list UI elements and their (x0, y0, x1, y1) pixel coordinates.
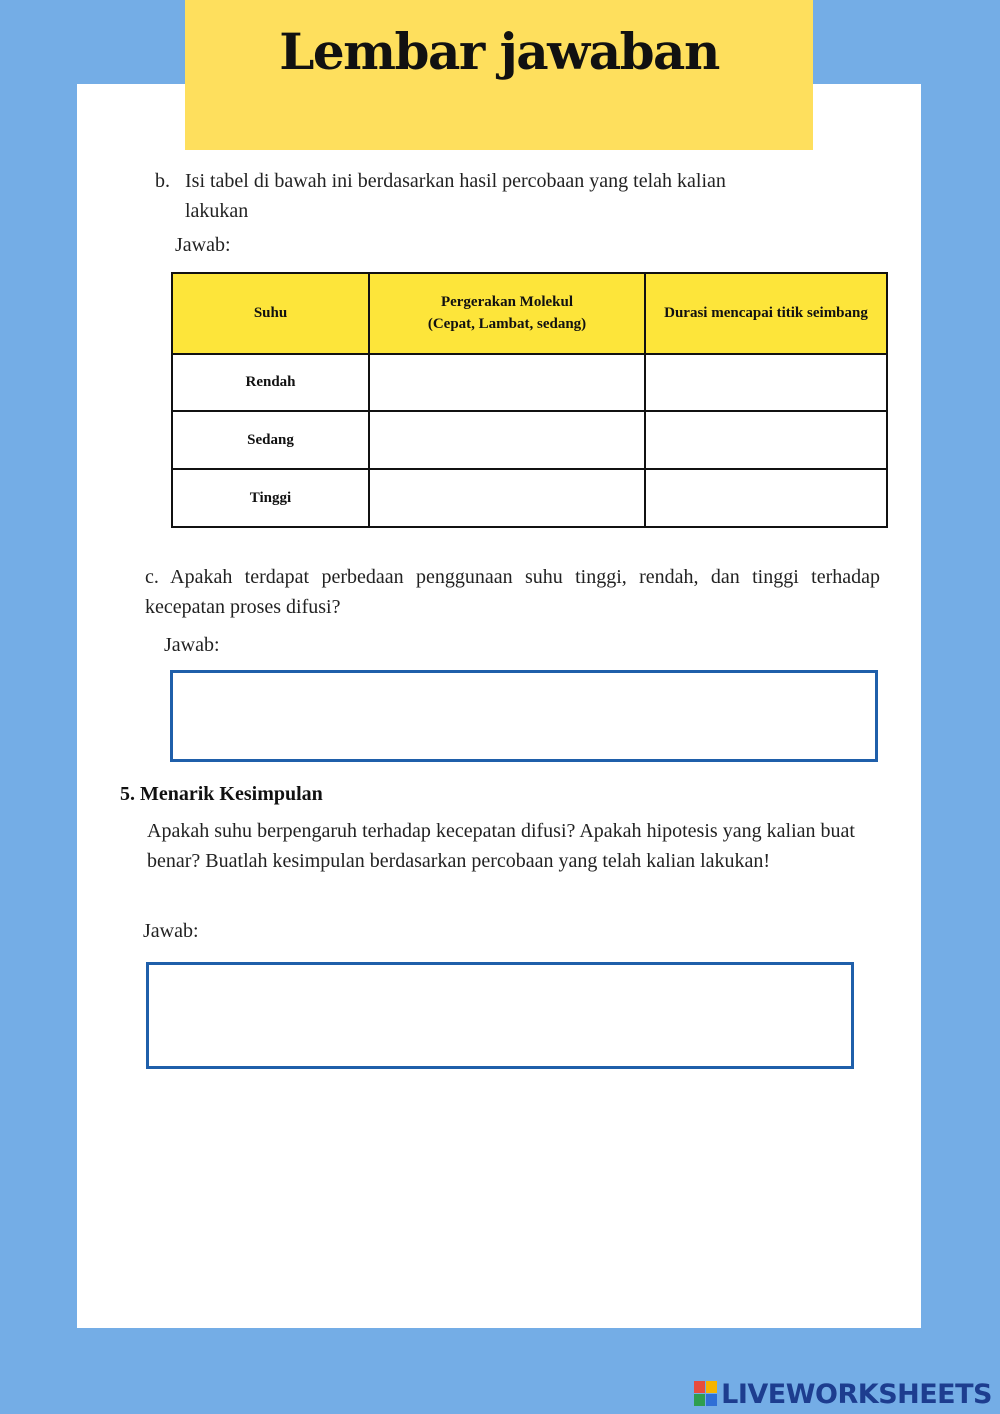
jawab-label-5: Jawab: (143, 920, 199, 942)
header-pergerakan (369, 273, 645, 354)
section-5-question: Apakah suhu berpengaruh terhadap kecepatan difusi? Apakah hipotesis yang kalian buat benar? Buatlah kesimpulan berdasarkan percobaan yang telah kalian lakukan! (147, 820, 855, 872)
answer-box-c[interactable] (170, 670, 878, 762)
table-row (172, 354, 887, 412)
header-durasi: Durasi mencapai titik seimbang (645, 273, 887, 354)
question-b-marker: b. (155, 170, 170, 192)
question-b-line1: Isi tabel di bawah ini berdasarkan hasil percobaan yang telah kalian (185, 170, 726, 192)
liveworksheets-logo (694, 1376, 992, 1412)
answer-box-5[interactable] (146, 962, 854, 1069)
cell-suhu: Sedang (172, 411, 369, 469)
liveworksheets-logo-icon (694, 1381, 718, 1407)
jawab-label-b: Jawab: (175, 234, 231, 256)
cell-durasi-input[interactable] (645, 411, 887, 469)
question-c: c. Apakah terdapat perbedaan penggunaan suhu tinggi, rendah, dan tinggi terhadap kecepatan proses difusi? (145, 566, 880, 618)
section-5-heading: 5. Menarik Kesimpulan (120, 783, 323, 805)
cell-pergerakan-input[interactable] (369, 411, 645, 469)
cell-suhu: Tinggi (172, 469, 369, 527)
header-pergerakan-note: (Cepat, Lambat, sedang) (427, 316, 587, 333)
table-header-row (172, 273, 887, 354)
cell-pergerakan-input[interactable] (369, 354, 645, 412)
header-pergerakan-title: Pergerakan Molekul (440, 294, 574, 311)
cell-suhu: Rendah (172, 354, 369, 412)
cell-durasi-input[interactable] (645, 469, 887, 527)
cell-durasi-input[interactable] (645, 354, 887, 412)
logo-text: LIVEWORKSHEETS (721, 1378, 992, 1410)
table-row (172, 469, 887, 527)
question-b (155, 166, 835, 226)
answer-table (171, 272, 888, 528)
cell-pergerakan-input[interactable] (369, 469, 645, 527)
jawab-label-c: Jawab: (164, 634, 220, 656)
title-banner (185, 0, 813, 150)
header-suhu: Suhu (172, 273, 369, 354)
table-row (172, 411, 887, 469)
question-b-line2: lakukan (185, 200, 249, 222)
page-title: Lembar jawaban (279, 22, 719, 81)
